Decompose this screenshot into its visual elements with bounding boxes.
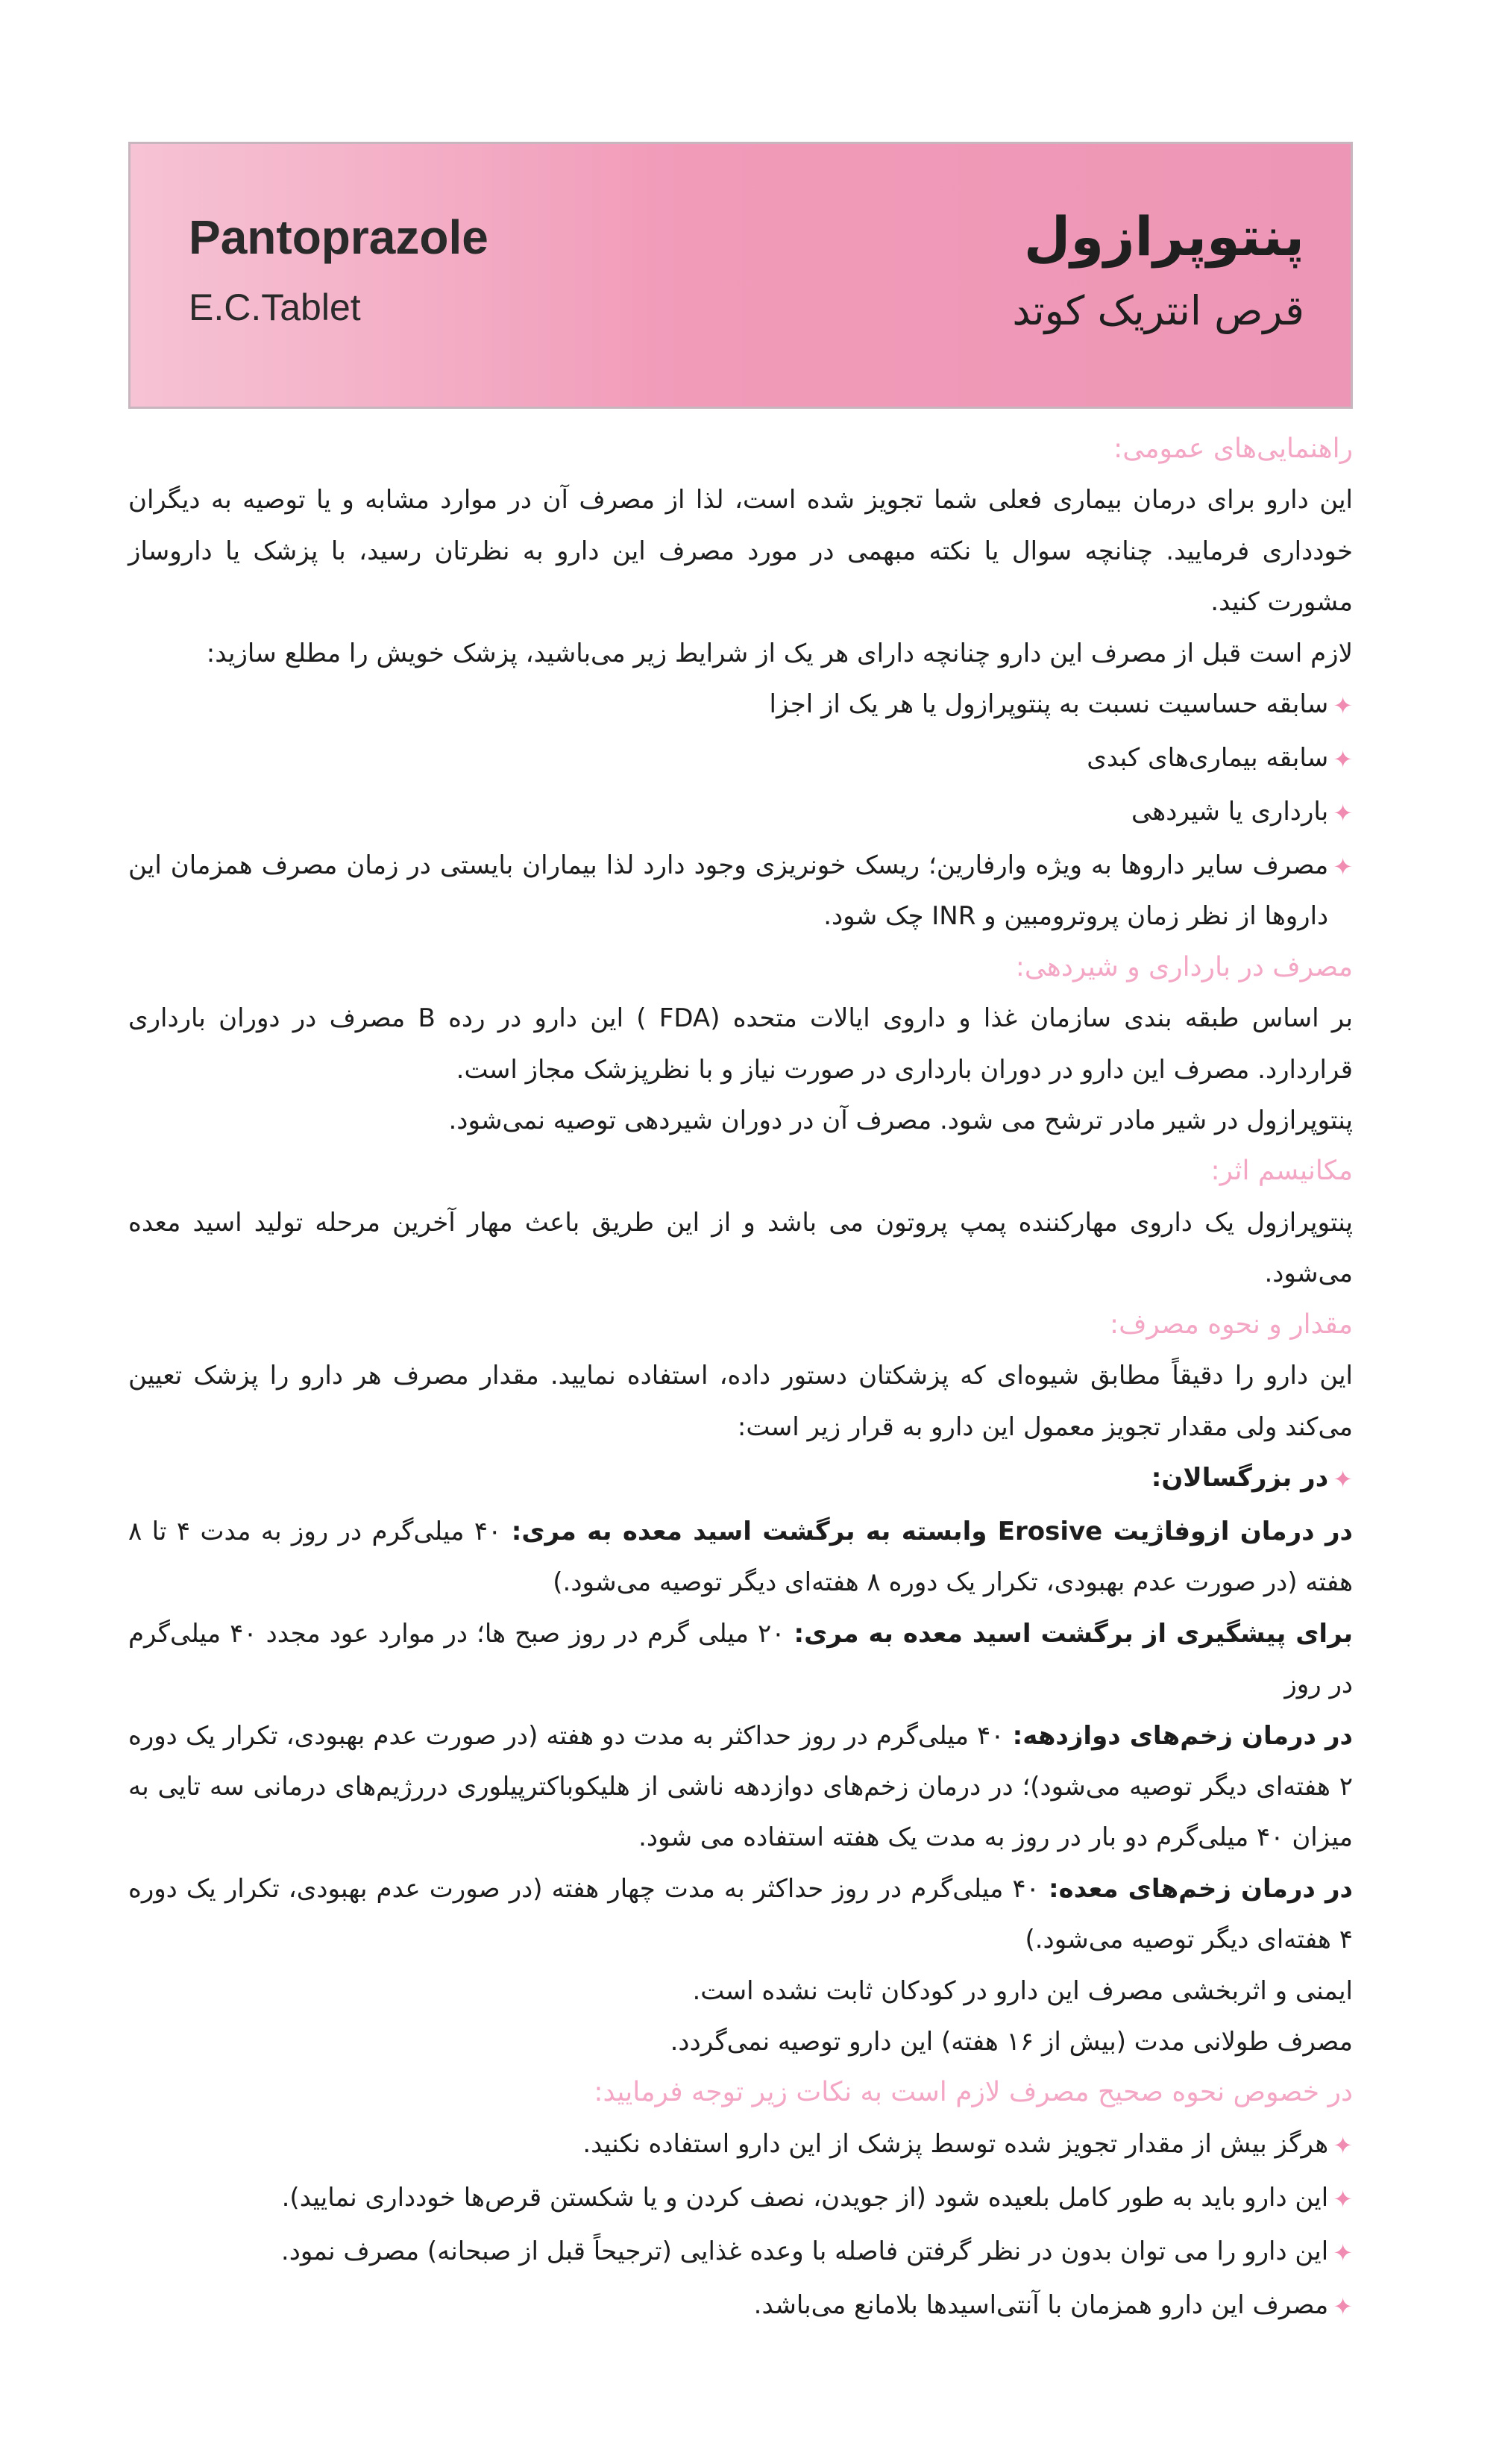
dosage-children: ایمنی و اثربخشی مصرف این دارو در کودکان ثابت نشده است. [692, 1975, 1353, 2006]
general-bullet-text: بارداری یا شیردهی [1131, 797, 1329, 827]
tips-bullet-text: این دارو را می توان بدون در نظر گرفتن فاصله با وعده غذایی (ترجیحاً قبل از صبحانه) مصرف نمود. [280, 2236, 1329, 2266]
section-title-dosage: مقدار و نحوه مصرف: [1109, 1308, 1353, 1340]
general-bullet-text: سابقه حساسیت نسبت به پنتوپرازول یا هر یک از اجزا [769, 689, 1329, 720]
drug-form-fa: قرص انتریک کوتد [1012, 287, 1304, 334]
general-paragraph-2: لازم است قبل از مصرف این دارو چنانچه دارای هر یک از شرایط زیر می‌باشید، پزشک خویش را مطلع سازید: [206, 638, 1353, 668]
bullet-star-icon: ✦ [1333, 853, 1353, 882]
general-paragraph-1: این دارو برای درمان بیماری فعلی شما تجویز شده است، لذا از مصرف آن در موارد مشابه و یا توصیه به دیگران خودداری فرمایید. چنانچه سوال یا نکته مبهمی در مورد مصرف این دارو به نظرتان رسید، با پزشک یا داروساز مشورت کنید. [128, 485, 1353, 618]
tips-bullet-text: مصرف این دارو همزمان با آنتی‌اسیدها بلامانع می‌باشد. [753, 2289, 1329, 2320]
section-title-mechanism: مکانیسم اثر: [1210, 1156, 1353, 1187]
drug-header [128, 142, 1353, 409]
dosage-erosive-text: ۴۰ میلی‌گرم در روز به مدت ۴ تا ۸ هفته (در صورت عدم بهبودی، تکرار یک دوره ۸ هفته‌ای دیگر توصیه می‌شود.) [128, 1516, 1353, 1598]
general-bullet-text: مصرف سایر داروها به ویژه وارفارین؛ ریسک خونریزی وجود دارد لذا بیماران بایستی در زمان مصرف همزمان این داروها از نظر زمان پروترومبین و INR چک شود. [128, 850, 1329, 932]
general-bullet [128, 679, 1353, 733]
tips-bullet-text: هرگز بیش از مقدار تجویز شده توسط پزشک از این دارو استفاده نکنید. [582, 2128, 1329, 2159]
bullet-star-icon: ✦ [1333, 2292, 1353, 2321]
tips-bullet [128, 2172, 1353, 2226]
drug-title-en: Pantoprazole [189, 210, 488, 264]
pregnancy-paragraph-1: بر اساس طبقه بندی سازمان غذا و داروی ایالات متحده (FDA ) این دارو در رده B مصرف در دوران بارداری قراردارد. مصرف این دارو در دوران بارداری در صورت نیاز و با نظرپزشک مجاز است. [128, 1003, 1353, 1085]
drug-form-en: E.C.Tablet [189, 286, 361, 328]
dosage-gastric-label: در درمان زخم‌های معده: [1049, 1873, 1354, 1904]
tips-bullet [128, 2226, 1353, 2280]
tips-bullet [128, 2280, 1353, 2333]
general-bullet-text: سابقه بیماری‌های کبدی [1087, 743, 1329, 774]
section-title-general: راهنمایی‌های عمومی: [1113, 433, 1353, 464]
general-bullet [128, 786, 1353, 840]
adults-label: در بزرگسالان: [1151, 1462, 1329, 1493]
adults-heading [128, 1452, 1353, 1506]
leaflet-content [128, 424, 1353, 2333]
mechanism-paragraph: پنتوپرازول یک داروی مهارکننده پمپ پروتون می باشد و از این طریق باعث مهار آخرین مرحله تولید اسید معده می‌شود. [128, 1207, 1353, 1289]
bullet-star-icon: ✦ [1333, 745, 1353, 774]
dosage-prevention-label: برای پیشگیری از برگشت اسید معده به مری: [794, 1618, 1354, 1649]
pregnancy-paragraph-2: پنتوپرازول در شیر مادر ترشح می شود. مصرف آن در دوران شیردهی توصیه نمی‌شود. [448, 1106, 1353, 1136]
dosage-duodenal-label: در درمان زخم‌های دوازدهه: [1012, 1720, 1353, 1751]
tips-bullet-text: این دارو باید به طور کامل بلعیده شود (از جویدن، نصف کردن و یا شکستن قرص‌ها خودداری نمایید). [281, 2182, 1329, 2213]
bullet-star-icon: ✦ [1333, 692, 1353, 721]
general-bullet [128, 840, 1353, 942]
bullet-star-icon: ✦ [1333, 2184, 1353, 2213]
general-bullet [128, 733, 1353, 786]
tips-bullet [128, 2119, 1353, 2172]
drug-title-fa: پنتوپرازول [1023, 205, 1304, 268]
dosage-duodenal [128, 1711, 1353, 1863]
dosage-erosive-label: در درمان ازوفاژیت Erosive وابسته به برگشت اسید معده به مری: [511, 1516, 1354, 1546]
dosage-paragraph-1: این دارو را دقیقاً مطابق شیوه‌ای که پزشکتان دستور داده، استفاده نمایید. مقدار مصرف هر دارو را پزشک تعیین می‌کند ولی مقدار تجویز معمول این دارو به قرار زیر است: [128, 1361, 1353, 1442]
dosage-prevention-text: ۲۰ میلی گرم در روز صبح ها؛ در موارد عود مجدد ۴۰ میلی‌گرم در روز [128, 1618, 1353, 1700]
section-title-tips: در خصوص نحوه صحیح مصرف لازم است به نکات زیر توجه فرمایید: [594, 2077, 1353, 2108]
document-page [128, 142, 1353, 2333]
dosage-duodenal-text: ۴۰ میلی‌گرم در روز حداکثر به مدت دو هفته (در صورت عدم بهبودی، تکرار یک دوره ۲ هفته‌ای دیگر توصیه می‌شود)؛ در درمان زخم‌های دوازدهه ناشی از هلیکوباکترپیلوری دررژیم‌های درمانی سه تایی به میزان ۴۰ میلی‌گرم دو بار در روز به مدت یک هفته استفاده می شود. [128, 1720, 1353, 1853]
bullet-star-icon: ✦ [1333, 2238, 1353, 2267]
dosage-longterm: مصرف طولانی مدت (بیش از ۱۶ هفته) این دارو توصیه نمی‌گردد. [670, 2026, 1353, 2057]
bullet-star-icon: ✦ [1333, 799, 1353, 828]
dosage-prevention [128, 1608, 1353, 1711]
bullet-star-icon: ✦ [1333, 1464, 1353, 1493]
dosage-gastric [128, 1863, 1353, 1966]
bullet-star-icon: ✦ [1333, 2131, 1353, 2160]
dosage-erosive [128, 1506, 1353, 1608]
section-title-pregnancy: مصرف در بارداری و شیردهی: [1015, 951, 1353, 982]
dosage-gastric-text: ۴۰ میلی‌گرم در روز حداکثر به مدت چهار هفته (در صورت عدم بهبودی، تکرار یک دوره ۴ هفته‌ای دیگر توصیه می‌شود.) [128, 1873, 1353, 1955]
